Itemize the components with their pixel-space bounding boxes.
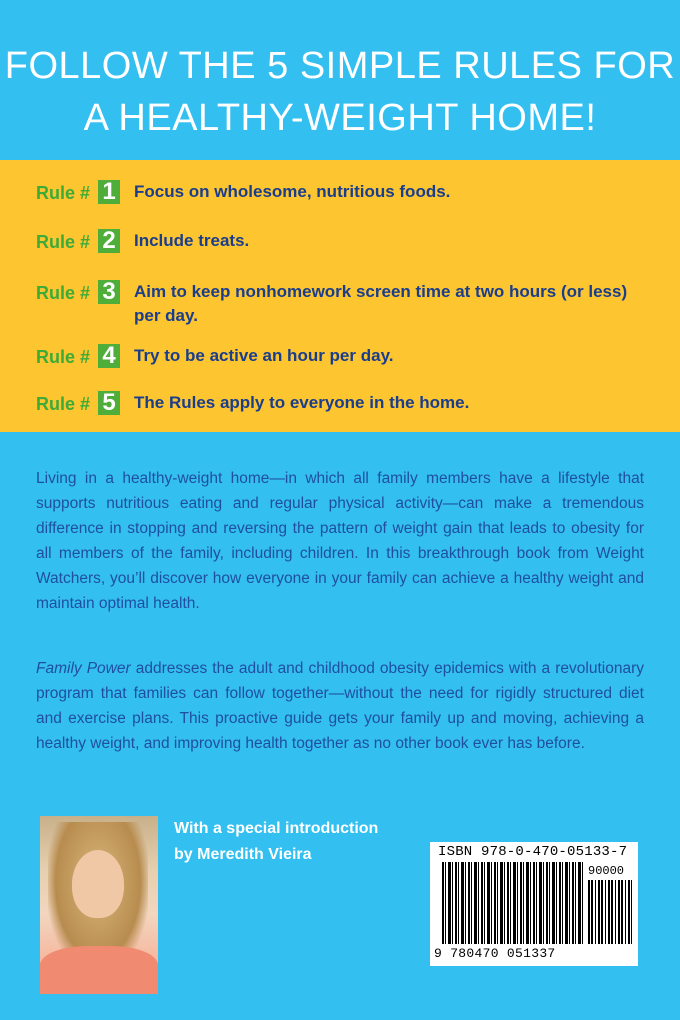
description-paragraph-2 <box>36 656 644 756</box>
ean-number: 9 780470 051337 <box>434 946 556 961</box>
rule-text: The Rules apply to everyone in the home. <box>134 393 470 412</box>
price-barcode-bars <box>588 880 632 944</box>
rule-text: Aim to keep nonhomework screen time at two hours (or less) per day. <box>134 282 628 325</box>
paragraph-2-text: addresses the adult and childhood obesity epidemics with a revolutionary program that families can follow together—without the need for rigidly structured diet and exercise plans. This proactive guide gets your family up and moving, achieving a healthy weight, and improving health together as no other book ever has before. <box>36 660 644 752</box>
rule-5 <box>36 391 656 417</box>
rule-number: 3 <box>98 280 120 304</box>
rule-4 <box>36 344 656 370</box>
rule-text: Include treats. <box>134 231 250 250</box>
special-introduction <box>174 816 434 868</box>
author-photo <box>40 816 158 994</box>
rule-label: Rule # <box>36 183 91 203</box>
rule-number: 1 <box>98 180 120 204</box>
rule-label: Rule # <box>36 283 91 303</box>
description-paragraph-1: Living in a healthy-weight home—in which all family members have a lifestyle that supports nutritious eating and regular physical activity—can make a tremendous difference in stopping and reversing the pattern of weight gain that leads to obesity for all members of the family, including children. In this breakthrough book from Weight Watchers, you’ll discover how everyone in your family can achieve a healthy weight and maintain optimal health. <box>36 470 644 612</box>
rule-3 <box>36 280 656 328</box>
rule-number: 4 <box>98 344 120 368</box>
isbn-text: ISBN 978-0-470-05133-7 <box>438 844 628 860</box>
headline-line-1: FOLLOW THE 5 SIMPLE RULES FOR <box>4 45 676 87</box>
price-code: 90000 <box>588 864 625 878</box>
intro-line-1: With a special introduction <box>174 820 379 837</box>
rule-label: Rule # <box>36 347 91 367</box>
intro-line-2: by Meredith Vieira <box>174 846 312 863</box>
rule-2 <box>36 229 656 255</box>
rule-number: 5 <box>98 391 120 415</box>
rule-1 <box>36 180 656 206</box>
cover-headline <box>0 40 680 144</box>
rule-label: Rule # <box>36 394 91 414</box>
isbn-barcode <box>430 842 638 966</box>
book-title: Family Power <box>36 660 131 677</box>
rule-label: Rule # <box>36 232 91 252</box>
rule-text: Focus on wholesome, nutritious foods. <box>134 182 451 201</box>
rule-number: 2 <box>98 229 120 253</box>
barcode-bars <box>442 862 584 944</box>
headline-line-2: A HEALTHY-WEIGHT HOME! <box>83 97 597 139</box>
rule-text: Try to be active an hour per day. <box>134 346 394 365</box>
rules-band <box>0 160 680 432</box>
